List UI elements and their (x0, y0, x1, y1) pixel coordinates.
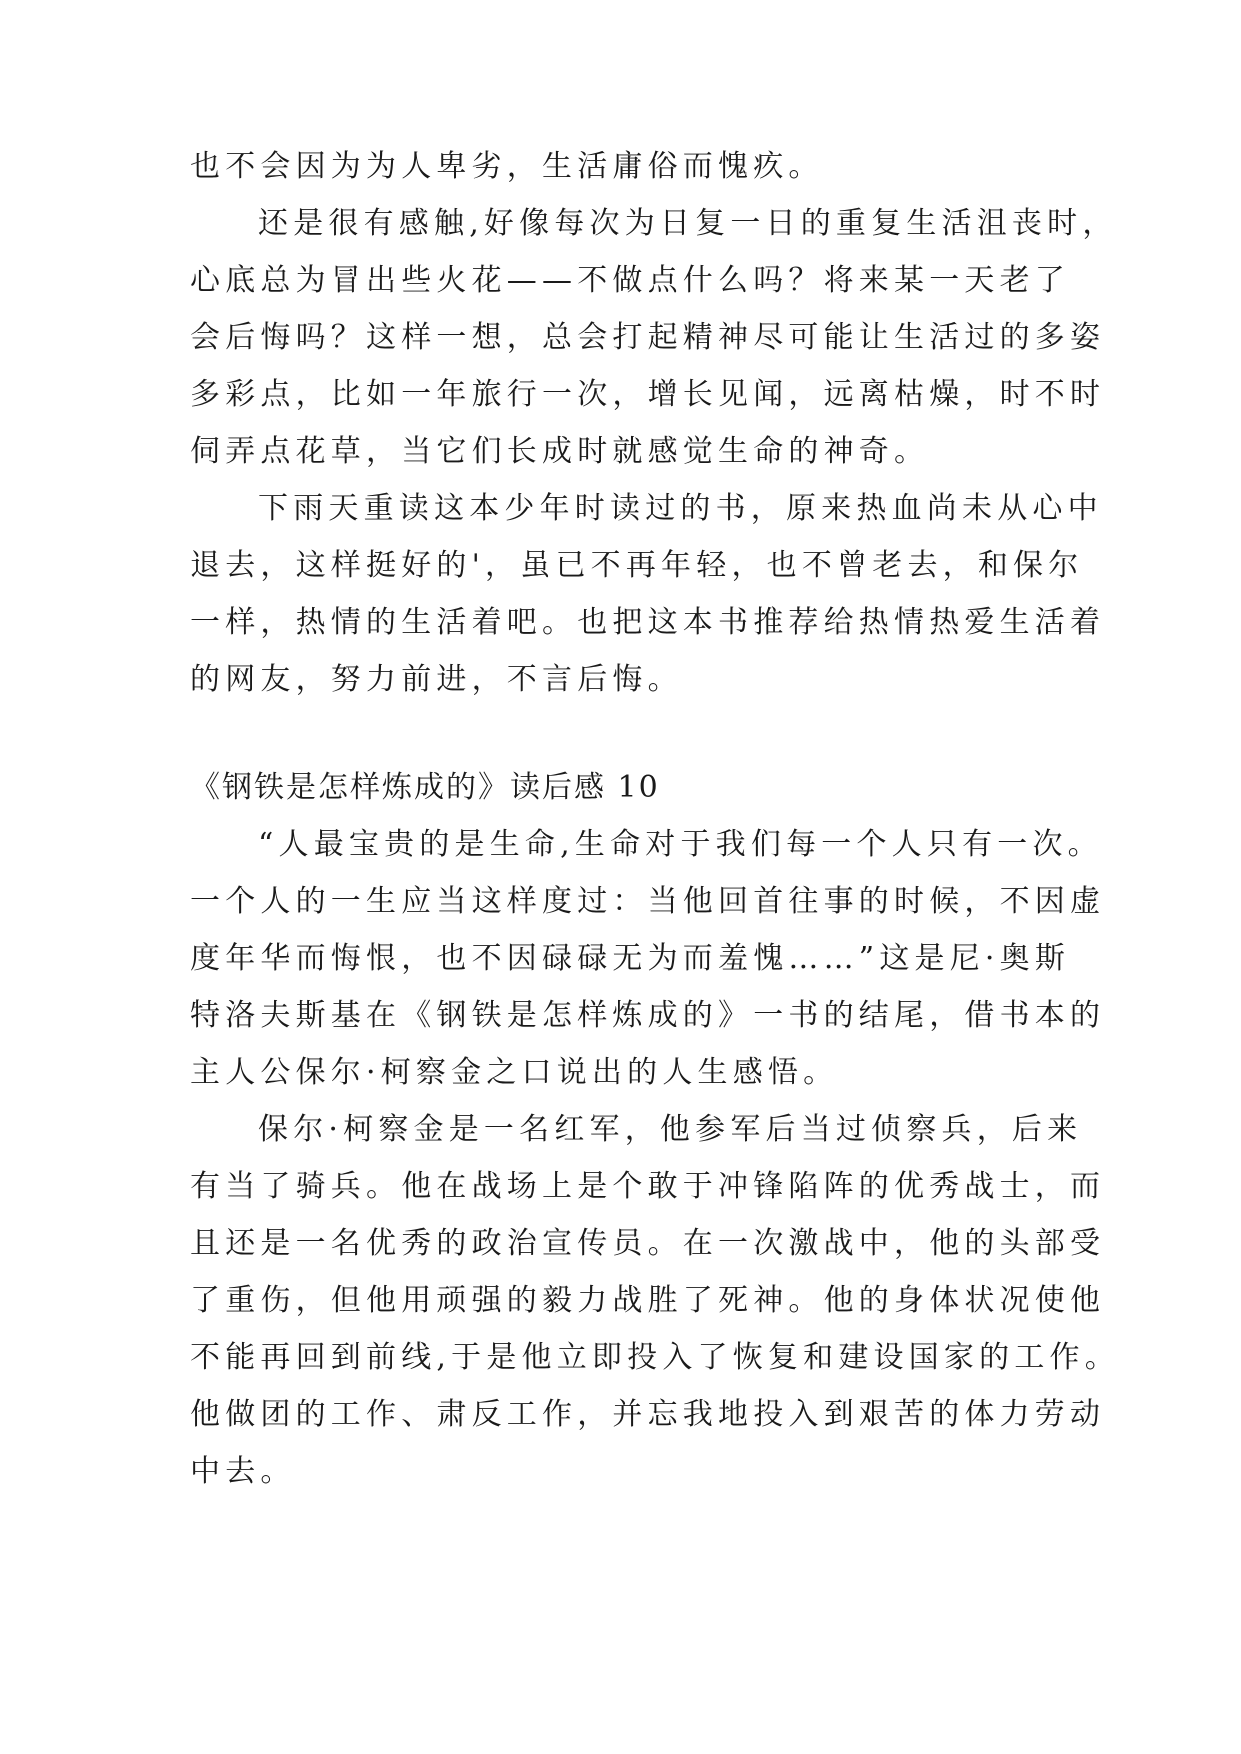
paragraph-line: 特洛夫斯基在《钢铁是怎样炼成的》一书的结尾，借书本的 (190, 998, 1106, 1033)
paragraph-line: 一个人的一生应当这样度过：当他回首往事的时候，不因虚 (190, 884, 1106, 919)
paragraph-line: 会后悔吗？这样一想，总会打起精神尽可能让生活过的多姿 (190, 320, 1106, 355)
paragraph-line: 下雨天重读这本少年时读过的书，原来热血尚未从心中 (258, 491, 1103, 526)
paragraph-line: 心底总为冒出些火花——不做点什么吗？将来某一天老了 (190, 263, 1070, 298)
paragraph-line: 且还是一名优秀的政治宣传员。在一次激战中，他的头部受 (190, 1226, 1106, 1261)
paragraph-line: 不能再回到前线,于是他立即投入了恢复和建设国家的工作。 (190, 1340, 1120, 1375)
paragraph-line: 还是很有感触,好像每次为日复一日的重复生活沮丧时， (258, 206, 1118, 241)
paragraph-line: 一样，热情的生活着吧。也把这本书推荐给热情热爱生活着 (190, 605, 1106, 640)
paragraph-line: 也不会因为为人卑劣，生活庸俗而愧疚。 (190, 149, 824, 184)
paragraph-line: 的网友，努力前进，不言后悔。 (190, 662, 683, 697)
paragraph-line: “人最宝贵的是生命,生命对于我们每一个人只有一次。 (258, 827, 1103, 862)
paragraph-line: 退去，这样挺好的'，虽已不再年轻，也不曾老去，和保尔 (190, 548, 1084, 583)
paragraph-line: 他做团的工作、肃反工作，并忘我地投入到艰苦的体力劳动 (190, 1397, 1106, 1432)
section-title: 《钢铁是怎样炼成的》读后感 10 (190, 770, 660, 805)
paragraph-line: 中去。 (190, 1454, 296, 1489)
paragraph-line: 有当了骑兵。他在战场上是个敢于冲锋陷阵的优秀战士，而 (190, 1169, 1106, 1204)
paragraph-line: 多彩点，比如一年旅行一次，增长见闻，远离枯燥，时不时 (190, 377, 1106, 412)
paragraph-line: 度年华而悔恨，也不因碌碌无为而羞愧……”这是尼·奥斯 (190, 941, 1071, 976)
paragraph-line: 伺弄点花草，当它们长成时就感觉生命的神奇。 (190, 434, 930, 469)
paragraph-line: 主人公保尔·柯察金之口说出的人生感悟。 (190, 1055, 839, 1090)
paragraph-line: 了重伤，但他用顽强的毅力战胜了死神。他的身体状况使他 (190, 1283, 1106, 1318)
paragraph-line: 保尔·柯察金是一名红军，他参军后当过侦察兵，后来 (258, 1112, 1083, 1147)
